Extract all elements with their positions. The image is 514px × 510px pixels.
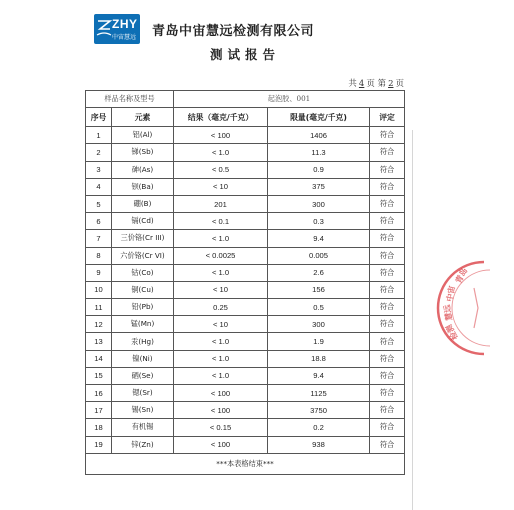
table-row — [86, 333, 405, 350]
svg-text:慧远: 慧远 — [442, 303, 454, 322]
company-name: 青岛中宙慧远检测有限公司 — [152, 24, 315, 39]
cell-limit: 0.5 — [268, 299, 370, 316]
cell-result: 201 — [174, 195, 268, 212]
cell-limit: 0.2 — [268, 419, 370, 436]
cell-limit: 375 — [268, 178, 370, 195]
logo-text: ZHY — [112, 17, 138, 31]
cell-verdict: 符合 — [370, 367, 405, 384]
document-title: 测试报告 — [210, 47, 281, 62]
table-row — [86, 299, 405, 316]
cell-result: < 1.0 — [174, 350, 268, 367]
cell-no: 2 — [86, 144, 112, 161]
table-row — [86, 178, 405, 195]
cell-limit: 11.3 — [268, 144, 370, 161]
cell-result: < 10 — [174, 178, 268, 195]
cell-element: 锑(Sb) — [112, 144, 174, 161]
svg-text:中宙: 中宙 — [445, 285, 457, 303]
logo-mark-icon — [96, 17, 112, 39]
page-total: 4 — [358, 79, 365, 89]
cell-no: 15 — [86, 367, 112, 384]
cell-result: < 0.5 — [174, 161, 268, 178]
cell-no: 14 — [86, 350, 112, 367]
column-header-verdict: 评定 — [370, 108, 405, 127]
table-row — [86, 195, 405, 212]
cell-result: < 100 — [174, 402, 268, 419]
page-current: 2 — [388, 79, 394, 89]
cell-element: 汞(Hg) — [112, 333, 174, 350]
page-fold-line — [412, 130, 413, 510]
cell-limit: 0.9 — [268, 161, 370, 178]
cell-result: < 1.0 — [174, 333, 268, 350]
table-row — [86, 402, 405, 419]
table-header-row — [86, 108, 405, 127]
company-logo — [94, 14, 140, 44]
cell-no: 8 — [86, 247, 112, 264]
cell-limit: 1125 — [268, 385, 370, 402]
svg-text:青岛: 青岛 — [453, 266, 470, 285]
cell-limit: 300 — [268, 316, 370, 333]
cell-verdict: 符合 — [370, 419, 405, 436]
table-row — [86, 419, 405, 436]
cell-limit: 2.6 — [268, 264, 370, 281]
cell-result: < 0.1 — [174, 213, 268, 230]
cell-verdict: 符合 — [370, 264, 405, 281]
sample-row — [86, 91, 405, 108]
cell-limit: 3750 — [268, 402, 370, 419]
cell-element: 砷(As) — [112, 161, 174, 178]
cell-verdict: 符合 — [370, 161, 405, 178]
cell-limit: 0.3 — [268, 213, 370, 230]
table-row — [86, 436, 405, 453]
cell-no: 16 — [86, 385, 112, 402]
svg-text:检测: 检测 — [444, 322, 460, 342]
cell-verdict: 符合 — [370, 127, 405, 144]
cell-limit: 1406 — [268, 127, 370, 144]
cell-verdict: 符合 — [370, 247, 405, 264]
cell-verdict: 符合 — [370, 195, 405, 212]
cell-verdict: 符合 — [370, 436, 405, 453]
cell-limit: 938 — [268, 436, 370, 453]
cell-result: < 1.0 — [174, 230, 268, 247]
cell-element: 三价铬(Cr III) — [112, 230, 174, 247]
table-end-note: ***本表格结束*** — [86, 453, 405, 474]
column-header-result: 结果（毫克/千克） — [174, 108, 268, 127]
column-header-element: 元素 — [112, 108, 174, 127]
cell-result: < 100 — [174, 436, 268, 453]
cell-element: 铅(Pb) — [112, 299, 174, 316]
table-row — [86, 281, 405, 298]
table-row — [86, 316, 405, 333]
cell-result: < 0.0025 — [174, 247, 268, 264]
cell-element: 镍(Ni) — [112, 350, 174, 367]
cell-element: 钡(Ba) — [112, 178, 174, 195]
cell-result: < 10 — [174, 316, 268, 333]
cell-verdict: 符合 — [370, 230, 405, 247]
cell-no: 5 — [86, 195, 112, 212]
cell-element: 锡(Sn) — [112, 402, 174, 419]
cell-element: 铝(Al) — [112, 127, 174, 144]
cell-element: 锌(Zn) — [112, 436, 174, 453]
table-row — [86, 350, 405, 367]
cell-element: 六价铬(Cr VI) — [112, 247, 174, 264]
cell-limit: 9.4 — [268, 230, 370, 247]
page-total-suffix: 页 — [366, 79, 375, 89]
table-row — [86, 127, 405, 144]
table-row — [86, 264, 405, 281]
cell-no: 18 — [86, 419, 112, 436]
cell-no: 17 — [86, 402, 112, 419]
table-row — [86, 385, 405, 402]
cell-element: 镉(Cd) — [112, 213, 174, 230]
company-seal-stamp — [444, 258, 514, 358]
cell-no: 3 — [86, 161, 112, 178]
cell-limit: 300 — [268, 195, 370, 212]
cell-element: 硒(Se) — [112, 367, 174, 384]
table-row — [86, 367, 405, 384]
page-total-prefix: 共 — [348, 79, 357, 89]
cell-no: 6 — [86, 213, 112, 230]
cell-result: < 10 — [174, 281, 268, 298]
table-end-row — [86, 453, 405, 474]
cell-no: 11 — [86, 299, 112, 316]
cell-result: < 1.0 — [174, 264, 268, 281]
cell-result: < 100 — [174, 127, 268, 144]
cell-result: < 100 — [174, 385, 268, 402]
sample-label: 样品名称及型号 — [86, 91, 174, 108]
cell-limit: 0.005 — [268, 247, 370, 264]
cell-limit: 1.9 — [268, 333, 370, 350]
cell-no: 13 — [86, 333, 112, 350]
cell-verdict: 符合 — [370, 213, 405, 230]
cell-verdict: 符合 — [370, 178, 405, 195]
table-row — [86, 161, 405, 178]
cell-result: < 0.15 — [174, 419, 268, 436]
cell-no: 4 — [86, 178, 112, 195]
page-current-suffix: 页 — [395, 79, 404, 89]
cell-element: 有机锡 — [112, 419, 174, 436]
column-header-limit: 限量(毫克/千克) — [268, 108, 370, 127]
cell-no: 10 — [86, 281, 112, 298]
cell-limit: 9.4 — [268, 367, 370, 384]
cell-verdict: 符合 — [370, 144, 405, 161]
cell-verdict: 符合 — [370, 316, 405, 333]
cell-no: 1 — [86, 127, 112, 144]
table-row — [86, 230, 405, 247]
cell-element: 锰(Mn) — [112, 316, 174, 333]
cell-verdict: 符合 — [370, 385, 405, 402]
cell-element: 铜(Cu) — [112, 281, 174, 298]
cell-verdict: 符合 — [370, 333, 405, 350]
test-results-table — [85, 90, 405, 475]
cell-no: 9 — [86, 264, 112, 281]
cell-element: 钴(Co) — [112, 264, 174, 281]
logo-subtext: 中宙慧远 — [112, 34, 137, 41]
table-row — [86, 213, 405, 230]
cell-result: 0.25 — [174, 299, 268, 316]
cell-limit: 18.8 — [268, 350, 370, 367]
page-indicator — [348, 77, 404, 89]
table-row — [86, 144, 405, 161]
cell-verdict: 符合 — [370, 350, 405, 367]
cell-no: 12 — [86, 316, 112, 333]
cell-verdict: 符合 — [370, 281, 405, 298]
cell-limit: 156 — [268, 281, 370, 298]
table-row — [86, 247, 405, 264]
cell-result: < 1.0 — [174, 367, 268, 384]
page-current-prefix: 第 — [377, 79, 387, 89]
column-header-no: 序号 — [86, 108, 112, 127]
sample-value: 起泡胶、001 — [174, 91, 405, 108]
cell-verdict: 符合 — [370, 402, 405, 419]
cell-verdict: 符合 — [370, 299, 405, 316]
cell-element: 锶(Sr) — [112, 385, 174, 402]
cell-element: 硼(B) — [112, 195, 174, 212]
cell-no: 7 — [86, 230, 112, 247]
cell-result: < 1.0 — [174, 144, 268, 161]
cell-no: 19 — [86, 436, 112, 453]
